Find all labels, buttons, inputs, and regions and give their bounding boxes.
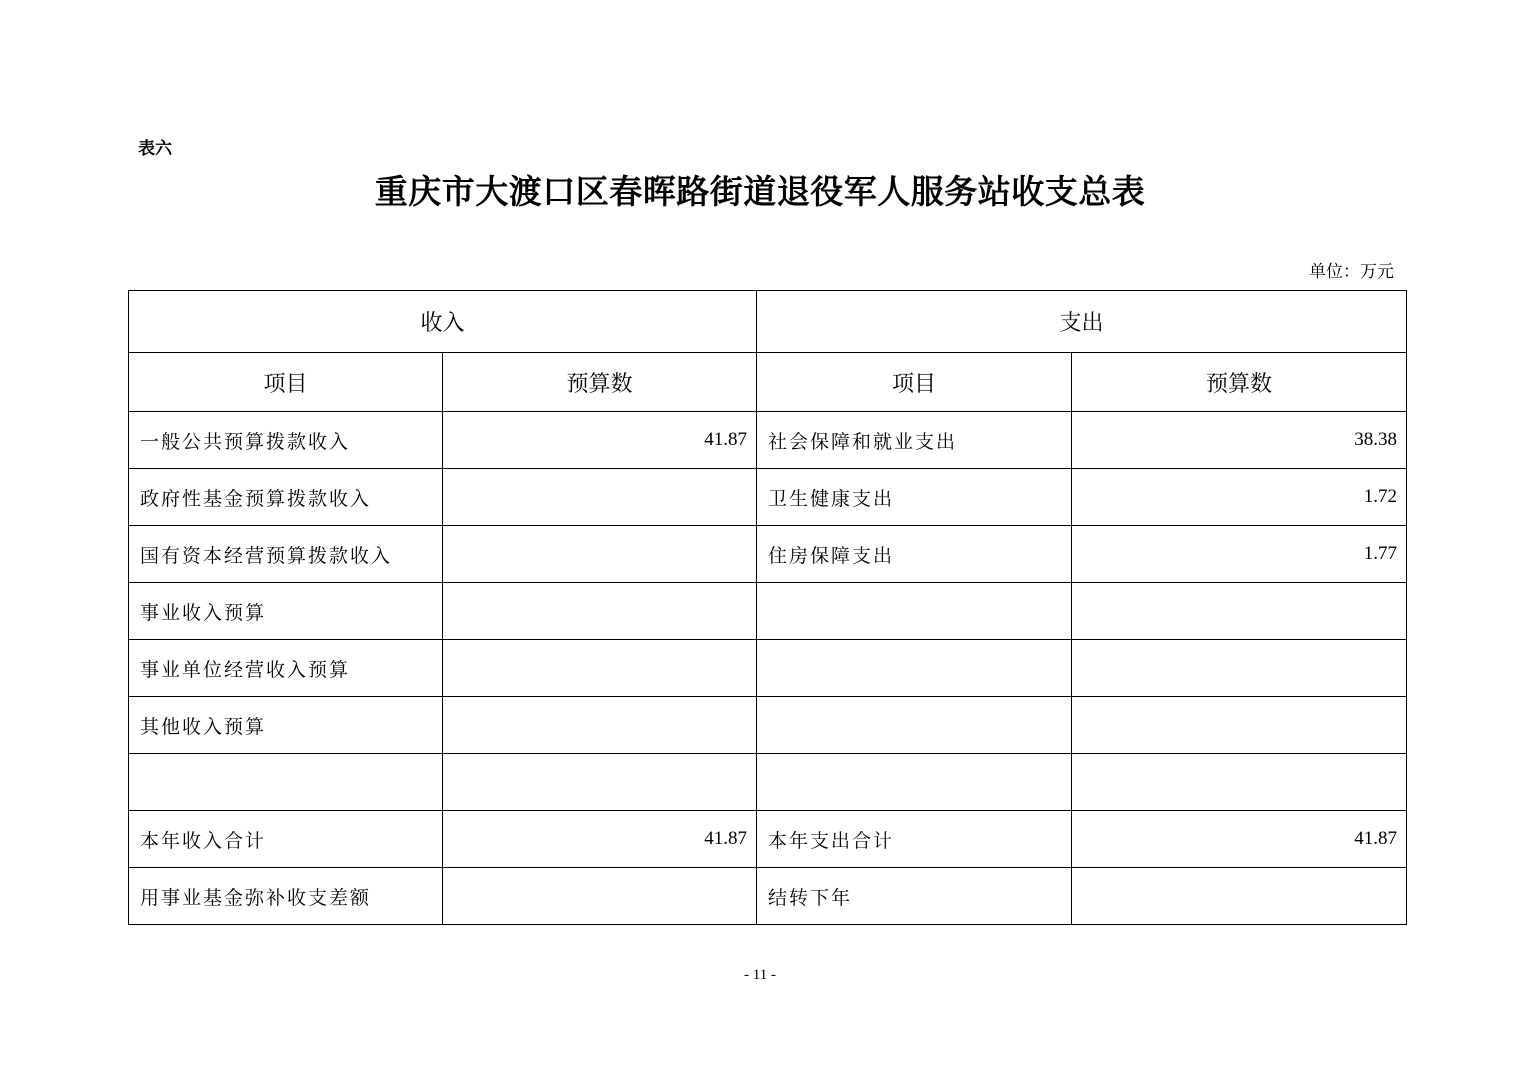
expense-item-cell: 住房保障支出 bbox=[757, 526, 1072, 583]
expense-item-cell bbox=[757, 697, 1072, 754]
expense-group-header: 支出 bbox=[757, 291, 1407, 353]
income-amount-cell bbox=[443, 583, 757, 640]
group-header-row bbox=[129, 291, 1407, 353]
table-label: 表六 bbox=[138, 139, 172, 159]
income-amount-cell: 41.87 bbox=[443, 811, 757, 868]
expense-item-cell: 本年支出合计 bbox=[757, 811, 1072, 868]
income-item-cell: 政府性基金预算拨款收入 bbox=[129, 469, 443, 526]
budget-summary-table bbox=[128, 290, 1407, 925]
income-item-cell: 用事业基金弥补收支差额 bbox=[129, 868, 443, 925]
expense-amount-cell: 41.87 bbox=[1072, 811, 1407, 868]
expense-amount-cell bbox=[1072, 754, 1407, 811]
unit-label: 单位：万元 bbox=[1309, 262, 1394, 282]
expense-item-cell bbox=[757, 583, 1072, 640]
income-amount-cell bbox=[443, 754, 757, 811]
income-amount-column-header: 预算数 bbox=[443, 353, 757, 412]
column-header-row bbox=[129, 353, 1407, 412]
income-item-cell: 其他收入预算 bbox=[129, 697, 443, 754]
table-row bbox=[129, 640, 1407, 697]
table-row bbox=[129, 811, 1407, 868]
income-item-cell: 一般公共预算拨款收入 bbox=[129, 412, 443, 469]
income-item-cell: 本年收入合计 bbox=[129, 811, 443, 868]
expense-amount-cell bbox=[1072, 640, 1407, 697]
table-row bbox=[129, 469, 1407, 526]
expense-item-cell: 卫生健康支出 bbox=[757, 469, 1072, 526]
income-item-column-header: 项目 bbox=[129, 353, 443, 412]
expense-item-column-header: 项目 bbox=[757, 353, 1072, 412]
table-row bbox=[129, 868, 1407, 925]
expense-amount-cell: 38.38 bbox=[1072, 412, 1407, 469]
expense-item-cell bbox=[757, 754, 1072, 811]
income-item-cell: 事业收入预算 bbox=[129, 583, 443, 640]
expense-amount-cell bbox=[1072, 697, 1407, 754]
table-row bbox=[129, 754, 1407, 811]
document-title: 重庆市大渡口区春晖路街道退役军人服务站收支总表 bbox=[374, 172, 1146, 211]
income-amount-cell bbox=[443, 526, 757, 583]
income-amount-cell bbox=[443, 640, 757, 697]
income-amount-cell bbox=[443, 697, 757, 754]
expense-item-cell: 社会保障和就业支出 bbox=[757, 412, 1072, 469]
income-item-cell: 国有资本经营预算拨款收入 bbox=[129, 526, 443, 583]
expense-item-cell bbox=[757, 640, 1072, 697]
page-number: - 11 - bbox=[744, 967, 776, 983]
income-item-cell bbox=[129, 754, 443, 811]
income-amount-cell bbox=[443, 868, 757, 925]
expense-amount-cell: 1.77 bbox=[1072, 526, 1407, 583]
income-group-header: 收入 bbox=[129, 291, 757, 353]
expense-item-cell: 结转下年 bbox=[757, 868, 1072, 925]
table-row bbox=[129, 583, 1407, 640]
expense-amount-cell bbox=[1072, 868, 1407, 925]
expense-amount-cell bbox=[1072, 583, 1407, 640]
income-amount-cell: 41.87 bbox=[443, 412, 757, 469]
income-item-cell: 事业单位经营收入预算 bbox=[129, 640, 443, 697]
expense-amount-cell: 1.72 bbox=[1072, 469, 1407, 526]
expense-amount-column-header: 预算数 bbox=[1072, 353, 1407, 412]
table-row bbox=[129, 412, 1407, 469]
table-row bbox=[129, 697, 1407, 754]
income-amount-cell bbox=[443, 469, 757, 526]
table-row bbox=[129, 526, 1407, 583]
